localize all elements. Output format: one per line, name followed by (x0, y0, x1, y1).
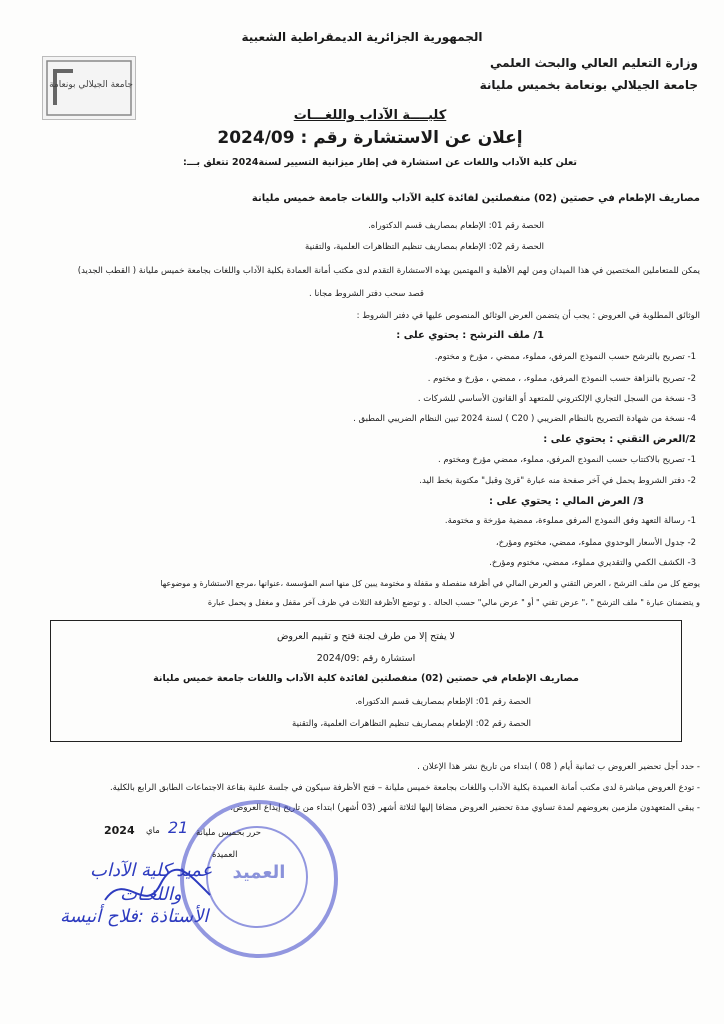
announcement-title: إعلان عن الاستشارة رقم : 2024/09 (217, 128, 523, 148)
file1-item-3: 3- نسخة من السجل التجاري الإلكتروني للمتعهد أو القانون الأساسي للشركات . (417, 394, 696, 404)
envelopes-line2: و يتضمنان عبارة " ملف الترشح " ،" عرض تقني " أو " عرض مالي" حسب الحالة . و توضع الأظرفة الثلاث في ظرف آخر مقفل و مغفل و يحمل عبارة (207, 598, 700, 607)
subject-lot1: الحصة رقم 01: الإطعام بمصاريف قسم الدكتوراه. (368, 221, 544, 231)
republic-title: الجمهورية الجزائرية الديمقراطية الشعبية (241, 30, 483, 44)
handwritten-signature-icon (100, 860, 220, 920)
file2-item-1: 1- تصريح بالاكتتاب حسب النموذج المرفق، مملوء، ممضي مؤرخ ومختوم . (437, 455, 696, 465)
file1-item-1: 1- تصريح بالترشح حسب النموذج المرفق، مملوء، ممضي ، مؤرخ و مختوم. (434, 352, 696, 362)
note-3: - يبقى المتعهدون ملزمين بعروضهم لمدة تساوي مدة تحضير العروض مضافا إليها لثلاثة أشهر (03 أشهر) ابتداء من تاريخ إيداع العروض. (230, 803, 700, 813)
box-line2: استشارة رقم :2024/09 (316, 653, 416, 664)
box-line1: لا يفتح إلا من طرف لجنة فتح و تقييم العروض (276, 631, 456, 642)
envelope-label-box (50, 620, 682, 742)
note-1: - حدد أجل تحضير العروض ب ثمانية أيام ( 08 ) ابتداء من تاريخ نشر هذا الإعلان . (417, 762, 700, 772)
signature-name-line2: واللغـات (120, 884, 182, 905)
signature-month: ماي (146, 826, 160, 836)
subject-main: مصاريف الإطعام في حصتين (02) منفصلتين لفائدة كلية الآداب واللغات جامعة خميس مليانة (251, 193, 700, 204)
signature-year: 2024 (104, 824, 135, 837)
file3-item-1: 1- رسالة التعهد وفق النموذج المرفق مملوءة، ممضية مؤرخة و مختومة. (444, 516, 696, 526)
file1-title: 1/ ملف الترشح : يحتوي على : (396, 330, 544, 341)
invitation-line1: يمكن للمتعاملين المختصين في هذا الميدان ومن لهم الأهلية و المهتمين بهذه الاستشارة التقدم لدى مكتب أمانة العمادة بكلية الآداب واللغات بجامعة خميس مليانة ( القطب الجديد) (77, 266, 700, 276)
documents-intro: الوثائق المطلوبة في العروض : يجب أن يتضمن العرض الوثائق المنصوص عليها في دفتر الشروط : (356, 311, 700, 321)
made-at: حرر بخميس مليانة (196, 828, 262, 838)
signature-role: العميدة (212, 850, 238, 860)
signature-name-line1: عميد كلية الآداب (90, 860, 213, 881)
logo-text: جامعة الجيلالي بونعامة (49, 80, 133, 90)
university-name: جامعة الجيلالي بونعامة بخميس مليانة (479, 78, 698, 92)
envelopes-line1: يوضع كل من ملف الترشح ، العرض التقني و العرض المالي في أظرفة منفصلة و مقفلة و مختومة يبين كل منها اسم المؤسسة ،عنوانها ،مرجع الاستشارة و موضوعها (160, 579, 700, 588)
faculty-name: كليــــة الآداب واللغـــات (293, 108, 447, 123)
file3-item-3: 3- الكشف الكمي والتقديري مملوء، ممضي، مختوم ومؤرخ. (489, 558, 696, 568)
announcement-intro: تعلن كلية الآداب واللغات عن استشارة في إطار ميزانية التسيير لسنة2024 تتعلق بـــ: (183, 157, 577, 168)
signature-name-line3: الأستاذة :فلاح أنيسة (60, 906, 209, 927)
stamp-text: العميد (232, 862, 286, 883)
file1-item-2: 2- تصريح بالنزاهة حسب النموذج المرفق، مملوء، ، ممضي ، مؤرخ و مختوم . (427, 374, 696, 384)
logo-emblem-icon (43, 57, 135, 119)
ministry-name: وزارة التعليم العالي والبحث العلمي (489, 56, 698, 70)
file2-title: 2/العرض التقني : يحتوي على : (543, 434, 696, 445)
invitation-line2: قصد سحب دفتر الشروط مجانا . (309, 289, 424, 299)
university-logo (42, 56, 136, 120)
box-line5: الحصة رقم 02: الإطعام بمصاريف تنظيم التظاهرات العلمية، والتقنية (292, 719, 531, 729)
file3-title: 3/ العرض المالي : يحتوي على : (488, 496, 644, 507)
note-2: - تودع العروض مباشرة لدى مكتب أمانة العميدة بكلية الآداب واللغات بجامعة خميس مليانة – فتح الأظرفة سيكون في جلسة علنية بقاعة الاجتماعات الطابق الرابع بالكلية. (109, 783, 700, 793)
box-line4: الحصة رقم 01: الإطعام بمصاريف قسم الدكتوراه. (355, 697, 531, 707)
box-line3: مصاريف الإطعام في حصتين (02) منفصلتين لفائدة كلية الآداب واللغات جامعة خميس مليانة (153, 673, 579, 684)
subject-lot2: الحصة رقم 02: الإطعام بمصاريف تنظيم التظاهرات العلمية، والتقنية (305, 242, 544, 252)
file2-item-2: 2- دفتر الشروط يحمل في آخر صفحة منه عبارة "قرئ وقبل" مكتوبة بخط اليد. (419, 476, 696, 486)
signature-date-day: 21 (168, 818, 189, 837)
file1-item-4: 4- نسخة من شهادة التصريح بالنظام الضريبي ( C20 ) لسنة 2024 تبين النظام الضريبي المطبق . (353, 414, 696, 424)
file3-item-2: 2- جدول الأسعار الوحدوي مملوء، ممضي، مختوم ومؤرخ، (495, 538, 696, 548)
